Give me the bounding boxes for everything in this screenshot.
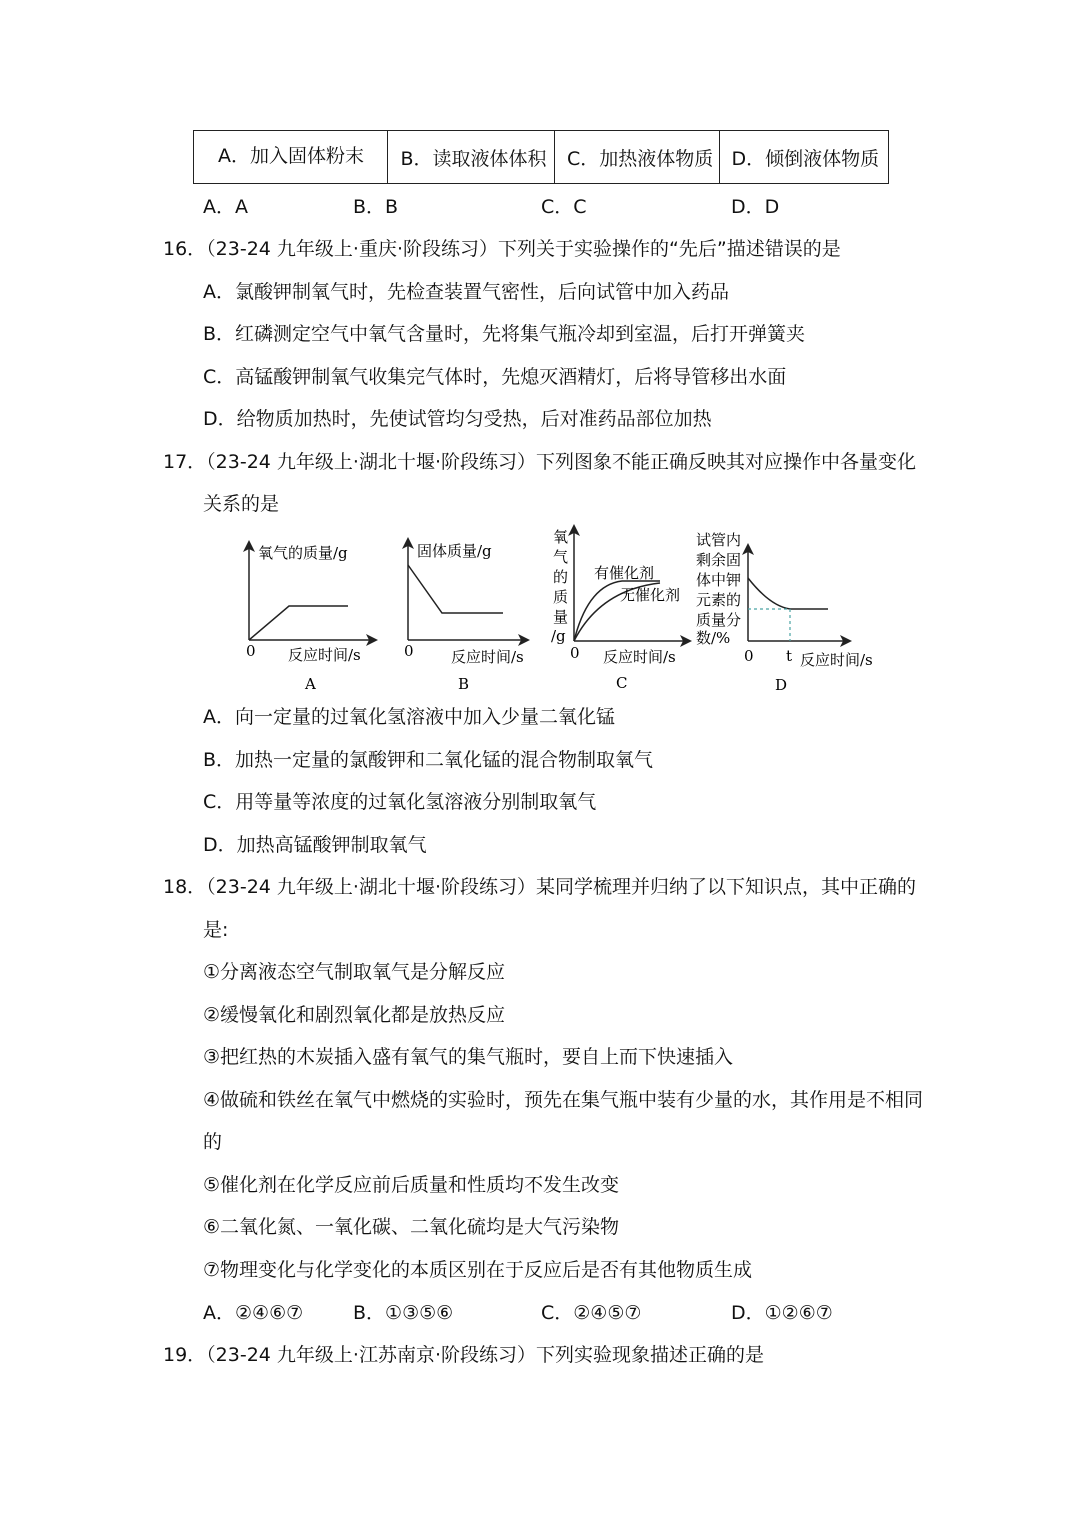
graph-d-ylabel-4: 质量分	[696, 611, 742, 629]
graph-a	[246, 544, 372, 693]
q17-stem-line1: 17．（23-24 九年级上·湖北十堰·阶段练习）下列图象不能正确反映其对应操作中各量变化	[163, 451, 917, 473]
graph-c-ylabel-5: /g	[551, 627, 566, 645]
q18-choice-b[interactable]: B．①③⑤⑥	[353, 1302, 454, 1324]
graph-c-xlabel: 反应时间/s	[603, 648, 676, 666]
q18-item-1: ①分离液态空气制取氧气是分解反应	[203, 961, 506, 983]
q15-table-cell-c: C．加热液体物质	[555, 131, 720, 183]
graph-a-caption: A	[305, 675, 316, 693]
graph-d-origin: 0	[744, 647, 754, 665]
graph-b	[404, 542, 524, 693]
graph-d-ylabel-2: 体中钾	[696, 571, 742, 589]
graph-c-origin: 0	[570, 644, 580, 662]
graph-a-ylabel: 氧气的质量/g	[258, 544, 348, 562]
q18-choice-c[interactable]: C．②④⑤⑦	[541, 1302, 642, 1324]
graph-c-ylabel-2: 的	[553, 568, 569, 586]
q15-table-cell-b: B．读取液体体积	[388, 131, 555, 183]
graph-d-caption: D	[775, 676, 788, 694]
graph-c-ylabel-4: 量	[553, 608, 569, 626]
graph-c-ylabel-0: 氧	[553, 528, 569, 546]
q18-item-5: ⑤催化剂在化学反应前后质量和性质均不发生改变	[203, 1174, 620, 1196]
graph-b-ylabel: 固体质量/g	[417, 542, 492, 560]
graph-c-curve2-label: 无催化剂	[620, 586, 681, 604]
q18-choice-d[interactable]: D．①②⑥⑦	[731, 1302, 833, 1324]
graph-b-origin: 0	[404, 642, 414, 660]
q15-choice-b[interactable]: B．B	[353, 196, 399, 218]
q18-item-3: ③把红热的木炭插入盛有氧气的集气瓶时，要自上而下快速插入	[203, 1046, 734, 1068]
q15-table-cell-d: D．倾倒液体物质	[731, 147, 880, 170]
graph-d-ylabel-3: 元素的	[696, 591, 742, 609]
graph-c-curve1-label: 有催化剂	[594, 564, 655, 582]
graph-d-xlabel: 反应时间/s	[800, 651, 873, 669]
q19-stem: 19．（23-24 九年级上·江苏南京·阶段练习）下列实验现象描述正确的是	[163, 1344, 765, 1366]
graph-b-curve	[408, 565, 503, 613]
q15-choice-d[interactable]: D．D	[731, 196, 780, 218]
graph-a-origin: 0	[246, 642, 256, 660]
graph-d-curve	[748, 578, 828, 609]
q16-option-a[interactable]: A．氯酸钾制氧气时，先检查装置气密性，后向试管中加入药品	[203, 281, 729, 303]
q17-stem-line2: 关系的是	[203, 493, 280, 515]
q16-option-c[interactable]: C．高锰酸钾制氧气收集完气体时，先熄灭酒精灯，后将导管移出水面	[203, 366, 787, 388]
q18-choice-a[interactable]: A．②④⑥⑦	[203, 1302, 304, 1324]
graph-d-ylabel-0: 试管内	[696, 531, 742, 549]
q18-stem-line1: 18．（23-24 九年级上·湖北十堰·阶段练习）某同学梳理并归纳了以下知识点，其中正确的	[163, 876, 917, 898]
q17-option-a[interactable]: A．向一定量的过氧化氢溶液中加入少量二氧化锰	[203, 706, 615, 728]
graph-d-ylabel-5: 数/%	[696, 629, 731, 647]
q18-item-4: ④做硫和铁丝在氧气中燃烧的实验时，预先在集气瓶中装有少量的水，其作用是不相同	[203, 1089, 924, 1111]
q15-table-cell-a: A．加入固体粉末	[194, 131, 388, 183]
graph-b-xlabel: 反应时间/s	[451, 648, 524, 666]
graph-d-ylabel-1: 剩余固	[696, 551, 742, 569]
graph-b-caption: B	[458, 675, 470, 693]
q15-choice-c[interactable]: C．C	[541, 196, 587, 218]
graph-c-caption: C	[616, 674, 628, 692]
q16-option-d[interactable]: D．给物质加热时，先使试管均匀受热，后对准药品部位加热	[203, 408, 712, 430]
q18-item-6: ⑥二氧化氮、一氧化碳、二氧化硫均是大气污染物	[203, 1216, 620, 1238]
q18-item-4-cont: 的	[203, 1131, 223, 1153]
q18-stem-line2: 是:	[203, 919, 229, 941]
graph-d-tick: t	[786, 647, 793, 665]
graph-d	[696, 531, 873, 694]
q18-item-7: ⑦物理变化与化学变化的本质区别在于反应后是否有其他物质生成	[203, 1259, 753, 1281]
q18-item-2: ②缓慢氧化和剧烈氧化都是放热反应	[203, 1004, 506, 1026]
graph-c	[551, 528, 686, 692]
graph-c-ylabel-1: 气	[553, 548, 569, 566]
q15-choice-a[interactable]: A．A	[203, 196, 248, 218]
q17-option-b[interactable]: B．加热一定量的氯酸钾和二氧化锰的混合物制取氧气	[203, 749, 654, 771]
graph-a-xlabel: 反应时间/s	[288, 646, 361, 664]
q17-option-c[interactable]: C．用等量等浓度的过氧化氢溶液分别制取氧气	[203, 791, 597, 813]
graph-c-ylabel-3: 质	[553, 588, 569, 606]
graph-a-curve	[249, 606, 348, 640]
q16-stem: 16．（23-24 九年级上·重庆·阶段练习）下列关于实验操作的“先后”描述错误的是	[163, 238, 841, 260]
q17-option-d[interactable]: D．加热高锰酸钾制取氧气	[203, 834, 427, 856]
q16-option-b[interactable]: B．红磷测定空气中氧气含量时，先将集气瓶冷却到室温，后打开弹簧夹	[203, 323, 806, 345]
